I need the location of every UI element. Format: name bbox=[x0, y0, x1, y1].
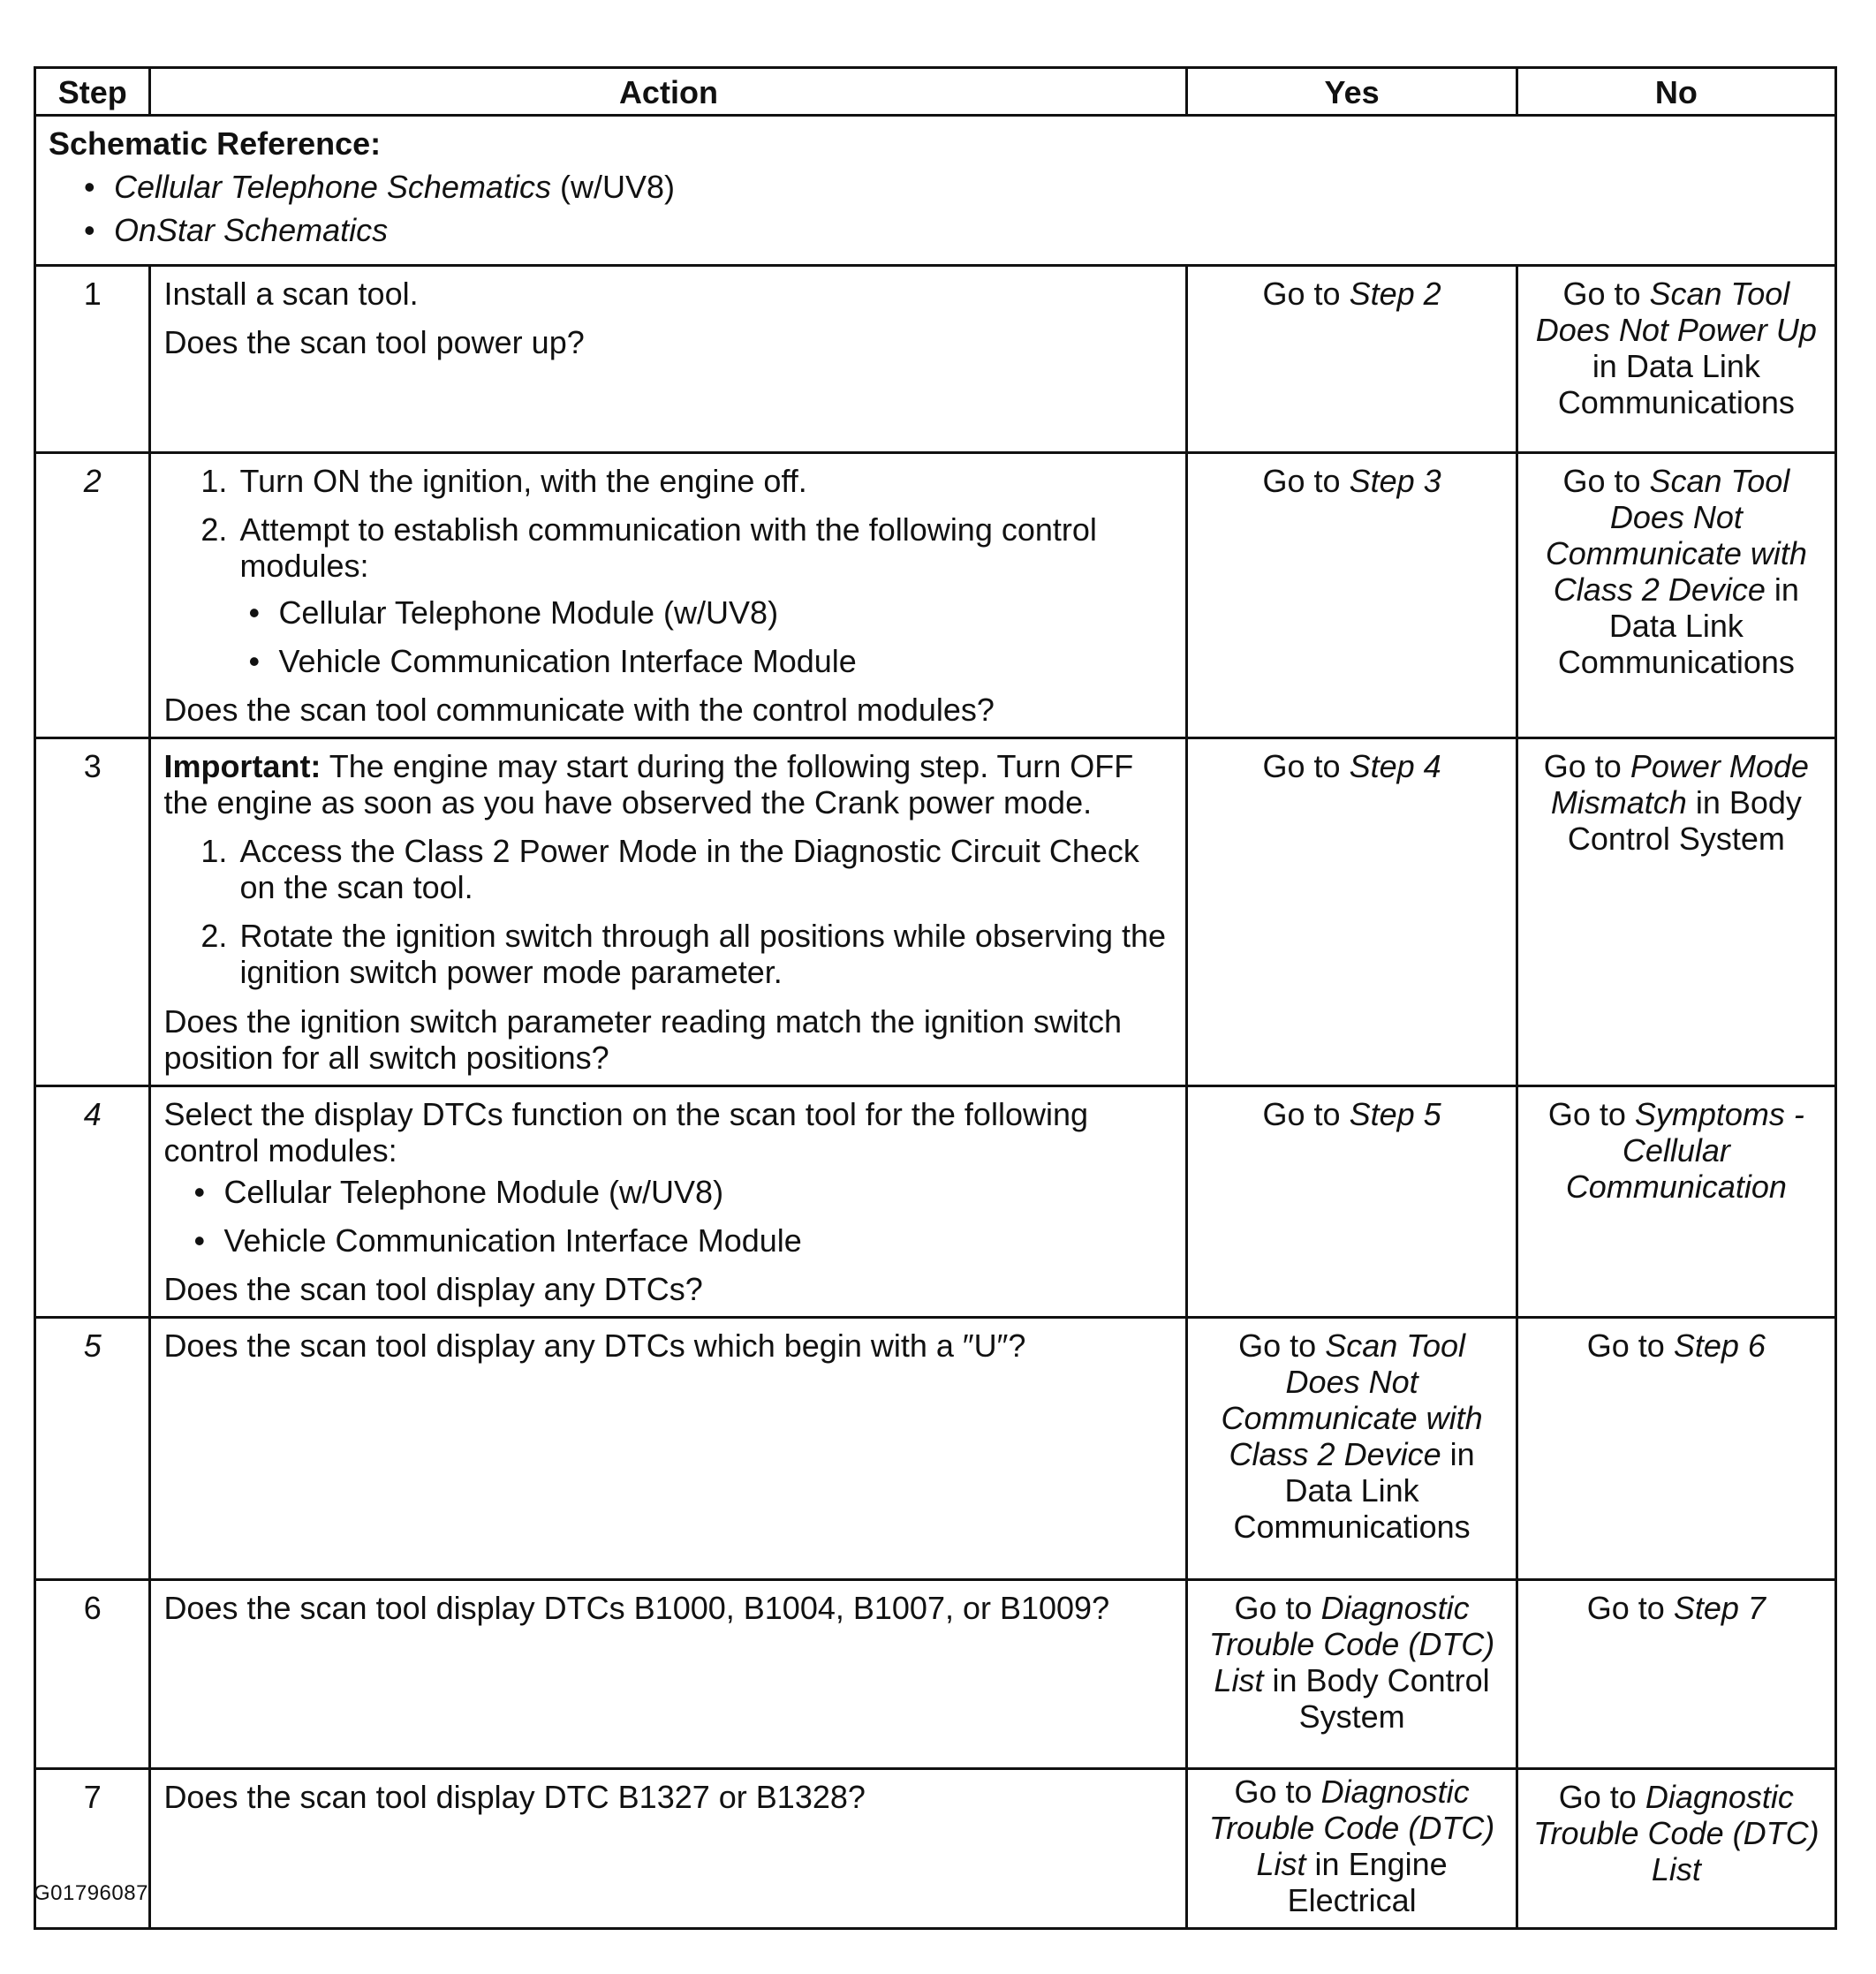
yes-link[interactable]: Step 3 bbox=[1349, 463, 1441, 500]
no-link[interactable]: Power Mode Mismatch bbox=[1550, 748, 1809, 821]
yes-prefix: Go to bbox=[1238, 1327, 1326, 1364]
yes-cell bbox=[1187, 1085, 1517, 1317]
step-row-7 bbox=[35, 1768, 1836, 1928]
module-item: • Vehicle Communication Interface Module bbox=[248, 643, 1173, 679]
no-link[interactable]: Diagnostic Trouble Code (DTC) List bbox=[1533, 1778, 1819, 1887]
yes-prefix: Go to bbox=[1262, 276, 1350, 313]
action-cell bbox=[150, 266, 1187, 453]
yes-suffix: in Body Control System bbox=[1263, 1661, 1490, 1735]
yes-cell bbox=[1187, 1579, 1517, 1768]
yes-cell bbox=[1187, 266, 1517, 453]
no-cell bbox=[1517, 1085, 1835, 1317]
no-prefix: Go to bbox=[1558, 1778, 1645, 1815]
action-question: Does the scan tool power up? bbox=[163, 324, 585, 361]
step-row-2 bbox=[35, 453, 1836, 738]
no-prefix: Go to bbox=[1562, 463, 1650, 500]
no-prefix: Go to bbox=[1543, 748, 1630, 785]
action-cell bbox=[150, 1085, 1187, 1317]
important-text: The engine may start during the following step. Turn OFF the engine as soon as you have observed the Crank power mode. bbox=[163, 748, 1134, 821]
diagnostic-table bbox=[34, 66, 1837, 1930]
step-number: 6 bbox=[35, 1579, 150, 1768]
yes-link[interactable]: Scan Tool Does Not Communicate with Class 2 Device bbox=[1221, 1327, 1483, 1472]
header-yes: Yes bbox=[1187, 68, 1517, 116]
no-prefix: Go to bbox=[1547, 1095, 1635, 1132]
yes-cell bbox=[1187, 453, 1517, 738]
no-link[interactable]: Scan Tool Does Not Power Up bbox=[1535, 276, 1817, 349]
schematic-reference-heading: Schematic Reference: bbox=[49, 125, 382, 163]
no-link[interactable]: Step 7 bbox=[1673, 1589, 1766, 1626]
yes-prefix: Go to bbox=[1262, 748, 1350, 785]
action-step-text: Attempt to establish communication with the following control modules: bbox=[239, 511, 1097, 585]
step-row-5 bbox=[35, 1317, 1836, 1579]
no-link[interactable]: Scan Tool Does Not Communicate with Class 2 Device bbox=[1545, 463, 1807, 609]
no-cell bbox=[1517, 1317, 1835, 1579]
action-intro: Select the display DTCs function on the scan tool for the following control modules: bbox=[163, 1095, 1089, 1169]
step-row-6 bbox=[35, 1579, 1836, 1768]
yes-prefix: Go to bbox=[1262, 1095, 1350, 1132]
schematic-link[interactable]: OnStar Schematics bbox=[114, 212, 389, 249]
action-step: 2. Rotate the ignition switch through all positions while observing the ignition switch power mode parameter. bbox=[236, 918, 1173, 990]
yes-cell bbox=[1187, 1317, 1517, 1579]
step-number: 3 bbox=[35, 738, 150, 1085]
action-question: Does the scan tool display any DTCs? bbox=[163, 1270, 703, 1307]
no-link[interactable]: Step 6 bbox=[1673, 1327, 1766, 1364]
yes-cell bbox=[1187, 738, 1517, 1085]
no-prefix: Go to bbox=[1562, 276, 1650, 313]
step-number: 1 bbox=[35, 266, 150, 453]
yes-prefix: Go to bbox=[1234, 1773, 1321, 1810]
no-cell bbox=[1517, 1579, 1835, 1768]
action-cell bbox=[150, 453, 1187, 738]
schematic-link[interactable]: Cellular Telephone Schematics bbox=[114, 169, 551, 206]
action-cell bbox=[150, 1579, 1187, 1768]
schematic-item bbox=[84, 169, 1822, 205]
yes-prefix: Go to bbox=[1262, 463, 1350, 500]
action-step: 1. Access the Class 2 Power Mode in the Diagnostic Circuit Check on the scan tool. bbox=[236, 833, 1173, 905]
no-suffix: in Data Link Communications bbox=[1557, 571, 1799, 681]
step-number: 4 bbox=[35, 1085, 150, 1317]
step-row-4 bbox=[35, 1085, 1836, 1317]
yes-suffix: in Data Link Communications bbox=[1233, 1435, 1475, 1545]
schematic-reference-list bbox=[49, 169, 1822, 248]
action-cell bbox=[150, 1317, 1187, 1579]
header-row bbox=[35, 68, 1836, 116]
yes-link[interactable]: Diagnostic Trouble Code (DTC) List bbox=[1208, 1773, 1495, 1882]
step-number: 7 bbox=[35, 1768, 150, 1928]
action-question: Does the scan tool display DTC B1327 or B1328? bbox=[163, 1778, 866, 1815]
module-list bbox=[239, 594, 1173, 679]
no-cell bbox=[1517, 266, 1835, 453]
module-item: • Vehicle Communication Interface Module bbox=[193, 1222, 1173, 1259]
no-link[interactable]: Symptoms - Cellular Communication bbox=[1565, 1095, 1804, 1205]
action-cell bbox=[150, 1768, 1187, 1928]
header-step: Step bbox=[35, 68, 150, 116]
yes-suffix: in Engine Electrical bbox=[1287, 1845, 1448, 1918]
module-item: • Cellular Telephone Module (w/UV8) bbox=[248, 594, 1173, 631]
no-cell bbox=[1517, 1768, 1835, 1928]
module-list bbox=[163, 1174, 1173, 1259]
schematic-suffix: (w/UV8) bbox=[550, 169, 675, 206]
schematic-item bbox=[84, 212, 1822, 248]
action-text: Install a scan tool. bbox=[163, 276, 419, 313]
important-note bbox=[163, 748, 1173, 821]
yes-link[interactable]: Step 4 bbox=[1349, 748, 1441, 785]
no-suffix: in Body Control System bbox=[1567, 784, 1802, 858]
action-step bbox=[236, 511, 1173, 679]
action-cell bbox=[150, 738, 1187, 1085]
action-question: Does the scan tool display any DTCs which begin with a ″U″? bbox=[163, 1327, 1026, 1364]
no-cell bbox=[1517, 453, 1835, 738]
no-suffix: in Data Link Communications bbox=[1557, 348, 1795, 421]
figure-id: G01796087 bbox=[34, 1881, 148, 1905]
action-question: Does the scan tool display DTCs B1000, B1004, B1007, or B1009? bbox=[163, 1589, 1110, 1626]
step-number: 2 bbox=[35, 453, 150, 738]
schematic-reference-row bbox=[35, 116, 1836, 266]
action-step: 1. Turn ON the ignition, with the engine off. bbox=[236, 463, 1173, 499]
header-action: Action bbox=[150, 68, 1187, 116]
no-prefix: Go to bbox=[1586, 1327, 1674, 1364]
action-question: Does the scan tool communicate with the control modules? bbox=[163, 692, 995, 729]
no-cell bbox=[1517, 738, 1835, 1085]
yes-link[interactable]: Step 2 bbox=[1349, 276, 1441, 313]
step-row-3 bbox=[35, 738, 1836, 1085]
action-steps-list bbox=[163, 833, 1173, 990]
yes-link[interactable]: Step 5 bbox=[1349, 1095, 1441, 1132]
step-number: 5 bbox=[35, 1317, 150, 1579]
yes-cell bbox=[1187, 1768, 1517, 1928]
no-prefix: Go to bbox=[1586, 1589, 1674, 1626]
yes-prefix: Go to bbox=[1234, 1589, 1321, 1626]
yes-link[interactable]: Diagnostic Trouble Code (DTC) List bbox=[1208, 1589, 1495, 1698]
important-label: Important: bbox=[163, 748, 321, 785]
header-no: No bbox=[1517, 68, 1835, 116]
action-steps-list bbox=[163, 463, 1173, 679]
action-question: Does the ignition switch parameter reading match the ignition switch position for all switch positions? bbox=[163, 1002, 1122, 1076]
module-item: • Cellular Telephone Module (w/UV8) bbox=[193, 1174, 1173, 1210]
schematic-reference-cell bbox=[35, 116, 1836, 266]
step-row-1 bbox=[35, 266, 1836, 453]
